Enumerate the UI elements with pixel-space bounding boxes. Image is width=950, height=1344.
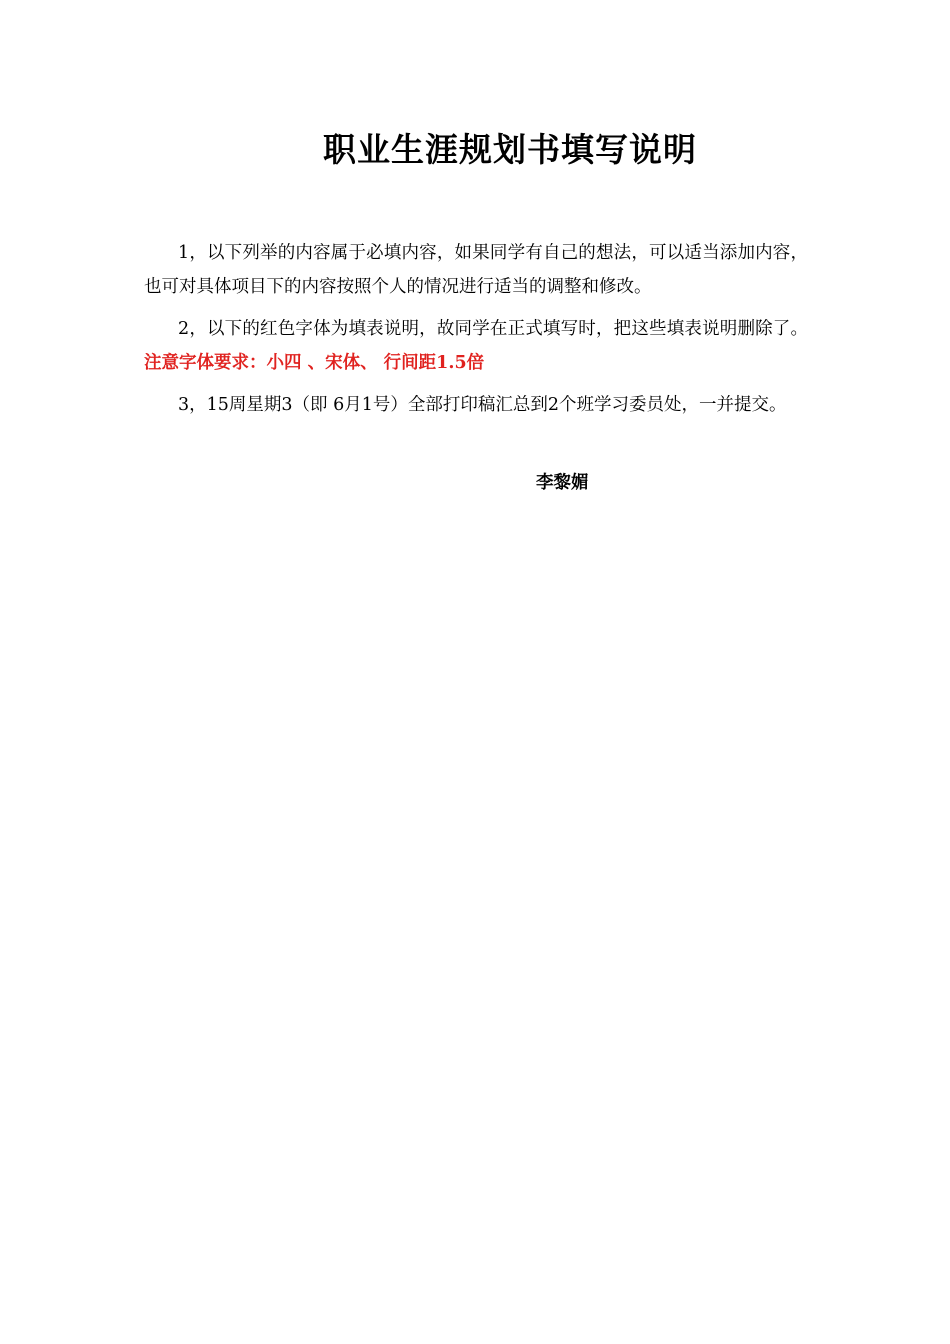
- document-body: [144, 236, 808, 430]
- document-title: 职业生涯规划书填写说明: [323, 130, 697, 169]
- paragraph-2: [144, 312, 808, 380]
- paragraph-3: 3，15周星期3（即 6月1号）全部打印稿汇总到2个班学习委员处，一并提交。: [178, 395, 787, 415]
- paragraph-2-text: 2，以下的红色字体为填表说明，故同学在正式填写时，把这些填表说明删除了。: [178, 319, 808, 339]
- signature: 李黎媚: [536, 473, 589, 493]
- font-requirement-note: 注意字体要求：小四 、宋体、 行间距1.5倍: [144, 353, 485, 373]
- paragraph-1: 1，以下列举的内容属于必填内容，如果同学有自己的想法，可以适当添加内容，也可对具体项目下的内容按照个人的情况进行适当的调整和修改。: [144, 243, 808, 297]
